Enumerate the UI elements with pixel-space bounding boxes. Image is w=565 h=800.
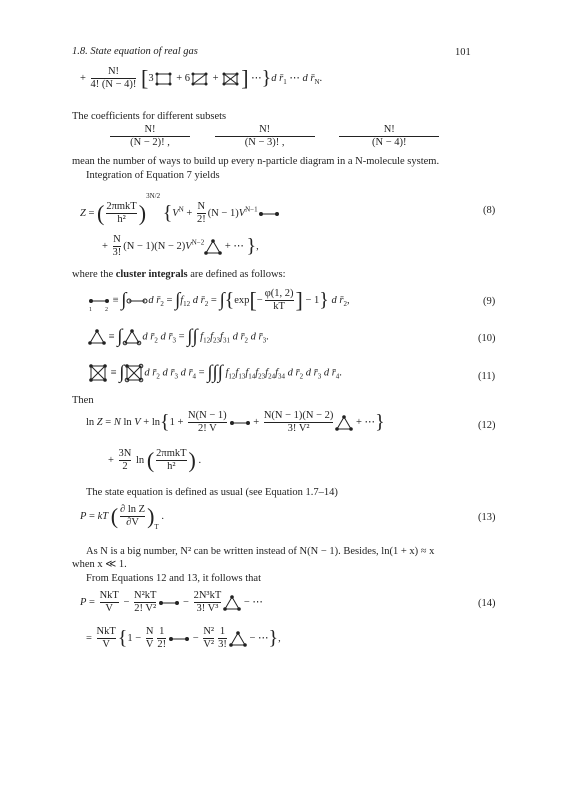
page-number: 101 <box>455 47 471 58</box>
diagram-triangle <box>204 239 222 255</box>
integration-text: Integration of Equation 7 yields <box>86 170 220 181</box>
equation-14-number: (14) <box>478 598 496 609</box>
equation-14-line2: = $\frac{\text{NkT}}{V}$ {1 − $\frac{N}{V}$ $\frac{1}{2!}$ − $\frac{\text{N²}}{\text{V²}}$ $\frac{1}{3!}$ − ⋯}, <box>86 626 281 650</box>
diagram-square <box>154 71 174 87</box>
equation-10: ≡ ∫ d $r̄_2$ d $r̄_3$ = ∫∫ $f_{12}f_{23}f_{31}$ d $r̄_2$ d $r̄_3$. <box>88 326 269 348</box>
cluster-sentence: where the cluster integrals are defined as follows: <box>72 269 286 280</box>
continued-series: + $\frac{N!}{4! (N - 4)!}$ [3 + 6 + ] ⋯}d $r̄_1$ ⋯ d $r̄_N$. <box>80 65 323 91</box>
node-label-1: 1 <box>89 307 92 313</box>
equation-8-number: (8) <box>483 205 496 216</box>
running-header: 1.8. State equation of real gas <box>72 46 198 57</box>
diagram-square-diag <box>190 71 210 87</box>
equation-13: P = kT ( $\frac{\text{∂ ln Z}}{\partial V}$ )$_T$ . <box>80 503 164 531</box>
equation-12-line1: ln Z = N ln V + ln{1 + $\frac{N(N - 1)}{2! V}$ + $\frac{N(N - 1)(N - 2)}{\text{3! V²}}$ + ⋯} <box>86 410 385 434</box>
equation-13-number: (13) <box>478 512 496 523</box>
diagram-square-full <box>221 71 241 87</box>
node-label-2: 2 <box>105 307 108 313</box>
equation-8-line2: + $\frac{N}{3!}$ $(N - 1)(N - 2)V^{N-2}$ + ⋯ }, <box>102 234 259 258</box>
state-equation-text: The state equation is defined as usual (see Equation 1.7–14) <box>86 487 338 498</box>
meaning-text: mean the number of ways to build up every n-particle diagram in a N-molecule system. <box>72 156 440 167</box>
equation-12-number: (12) <box>478 420 496 431</box>
equation-9: ≡ ∫ d $r̄_2 = \int f_{12}$ d $r̄_2 = \int\{\exp[-$ $\frac{\varphi(1, 2)}{kT}$ ] − 1} d $r̄_2$, <box>88 288 350 313</box>
equation-10-number: (10) <box>478 333 496 344</box>
equation-9-number: (9) <box>483 296 496 307</box>
equation-11: ≡ ∫ d $r̄_2$ d $r̄_3$ d $r̄_4$ = ∫∫∫ $f_{12}f_{13}f_{14}f_{23}f_{24}f_{34}$ d $r̄_2$ d $r̄_3$ d $r̄_4$. <box>88 362 342 384</box>
equation-11-number: (11) <box>478 371 496 382</box>
coefficients-intro: The coefficients for different subsets <box>72 111 227 122</box>
big-n-text-1: As N is a big number, N² can be written instead of N(N − 1). Besides, ln(1 + x) ≈ x <box>86 546 435 557</box>
equation-8-line1: Z = ( $\frac{\text{2πmkT}}{\text{h²}}$ )$^{3N/2}$ {$V^N$ + $\frac{N}{2!}$ $(N - 1)V^{N-1}$ <box>80 192 280 226</box>
then-text: Then <box>72 395 94 406</box>
equation-12-line2: + $\frac{3N}{2}$ ln ( $\frac{\text{2πmkT}}{\text{h²}}$ ) . <box>108 447 202 473</box>
big-n-text-2: when x ≪ 1. <box>72 559 127 570</box>
from-equations-text: From Equations 12 and 13, it follows that <box>86 573 261 584</box>
coefficient-fractions: $\frac{N!}{(N - 2)! ,}$ $\frac{N!}{(N - 3)! ,}$ $\frac{N!}{(N - 4)!}$ <box>108 124 441 149</box>
diagram-pair <box>258 209 280 219</box>
equation-14-line1: P = $\frac{\text{NkT}}{V}$ − $\frac{\text{N²kT}}{\text{2! V²}}$ − $\frac{\text{2N³kT}}{\text{3! V³}}$ − ⋯ <box>80 590 263 614</box>
